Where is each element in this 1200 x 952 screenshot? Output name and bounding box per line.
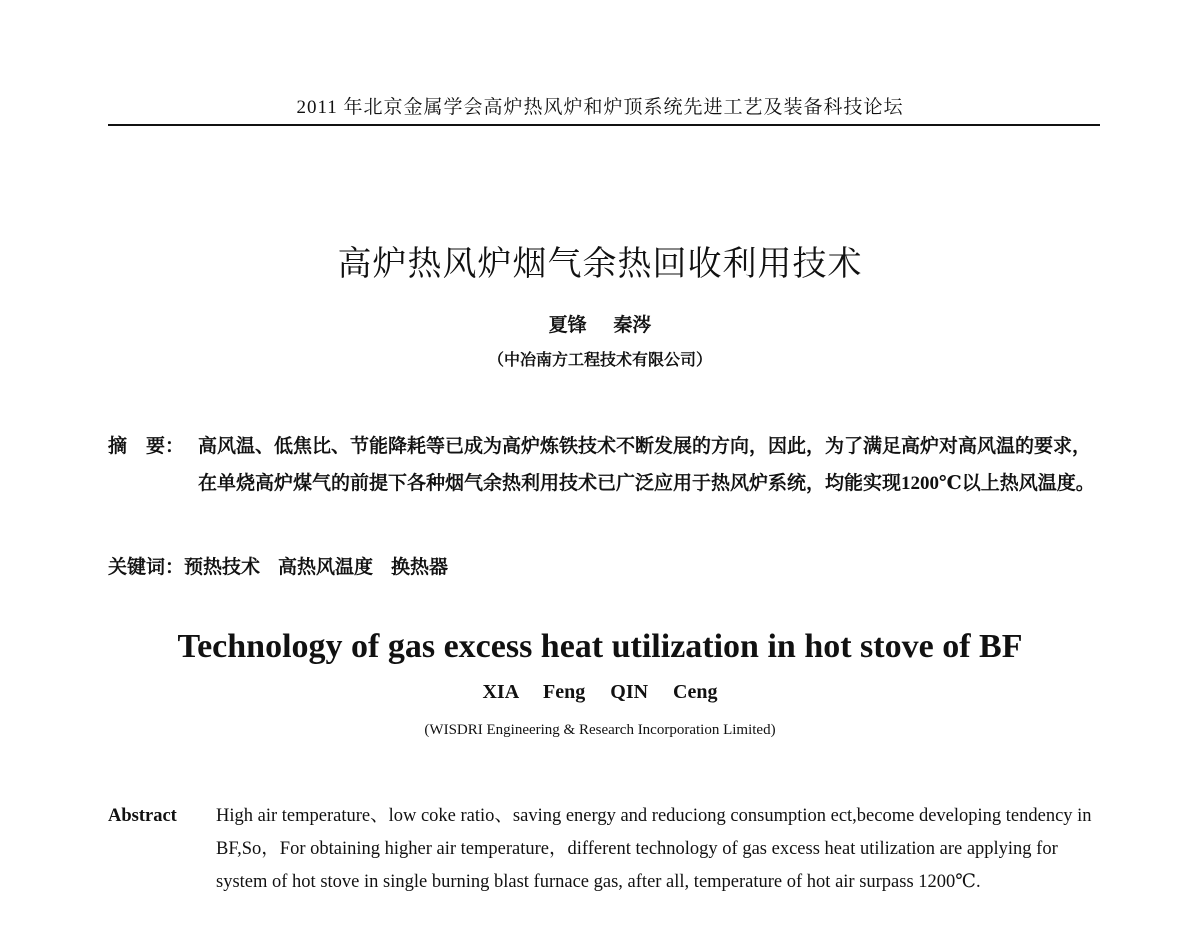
english-title: Technology of gas excess heat utilization in hot stove of BF	[177, 628, 1023, 665]
chinese-keywords	[108, 552, 1108, 579]
conference-header: 2011 年北京金属学会高炉热风炉和炉顶系统先进工艺及装备科技论坛	[296, 97, 904, 118]
keyword: 换热器	[391, 557, 449, 578]
english-abstract-label: Abstract	[108, 806, 177, 826]
chinese-authors: 夏锋 秦涔	[548, 315, 652, 336]
chinese-abstract-text: 高风温、低焦比、节能降耗等已成为高炉炼铁技术不断发展的方向，因此，为了满足高炉对高风温的要求，在单烧高炉煤气的前提下各种烟气余热利用技术已广泛应用于热风炉系统，均能实现1200℃以上热风温度。	[198, 436, 1095, 494]
chinese-abstract-label: 摘 要：	[108, 436, 185, 457]
chinese-affiliation: （中冶南方工程技术有限公司）	[487, 352, 712, 369]
english-abstract-text: High air temperature、low coke ratio、saving energy and reduciong consumption ect,become developing tendency in BF,So，For obtaining higher air temperature，different technology of gas excess heat utilization are applying for system of hot stove in single burning blast furnace gas, after all, temperature of hot air surpass 1200℃.	[216, 806, 1092, 892]
english-abstract	[108, 800, 1100, 899]
chinese-title: 高炉热风炉烟气余热回收利用技术	[337, 246, 863, 283]
english-authors: XIA Feng QIN Ceng	[482, 681, 718, 703]
chinese-abstract	[108, 428, 1108, 502]
header-divider	[108, 124, 1100, 126]
keyword: 高热风温度	[278, 557, 374, 578]
english-affiliation: (WISDRI Engineering & Research Incorporation Limited)	[424, 722, 776, 738]
chinese-keywords-label: 关键词：	[108, 557, 185, 578]
keyword: 预热技术	[184, 557, 261, 578]
